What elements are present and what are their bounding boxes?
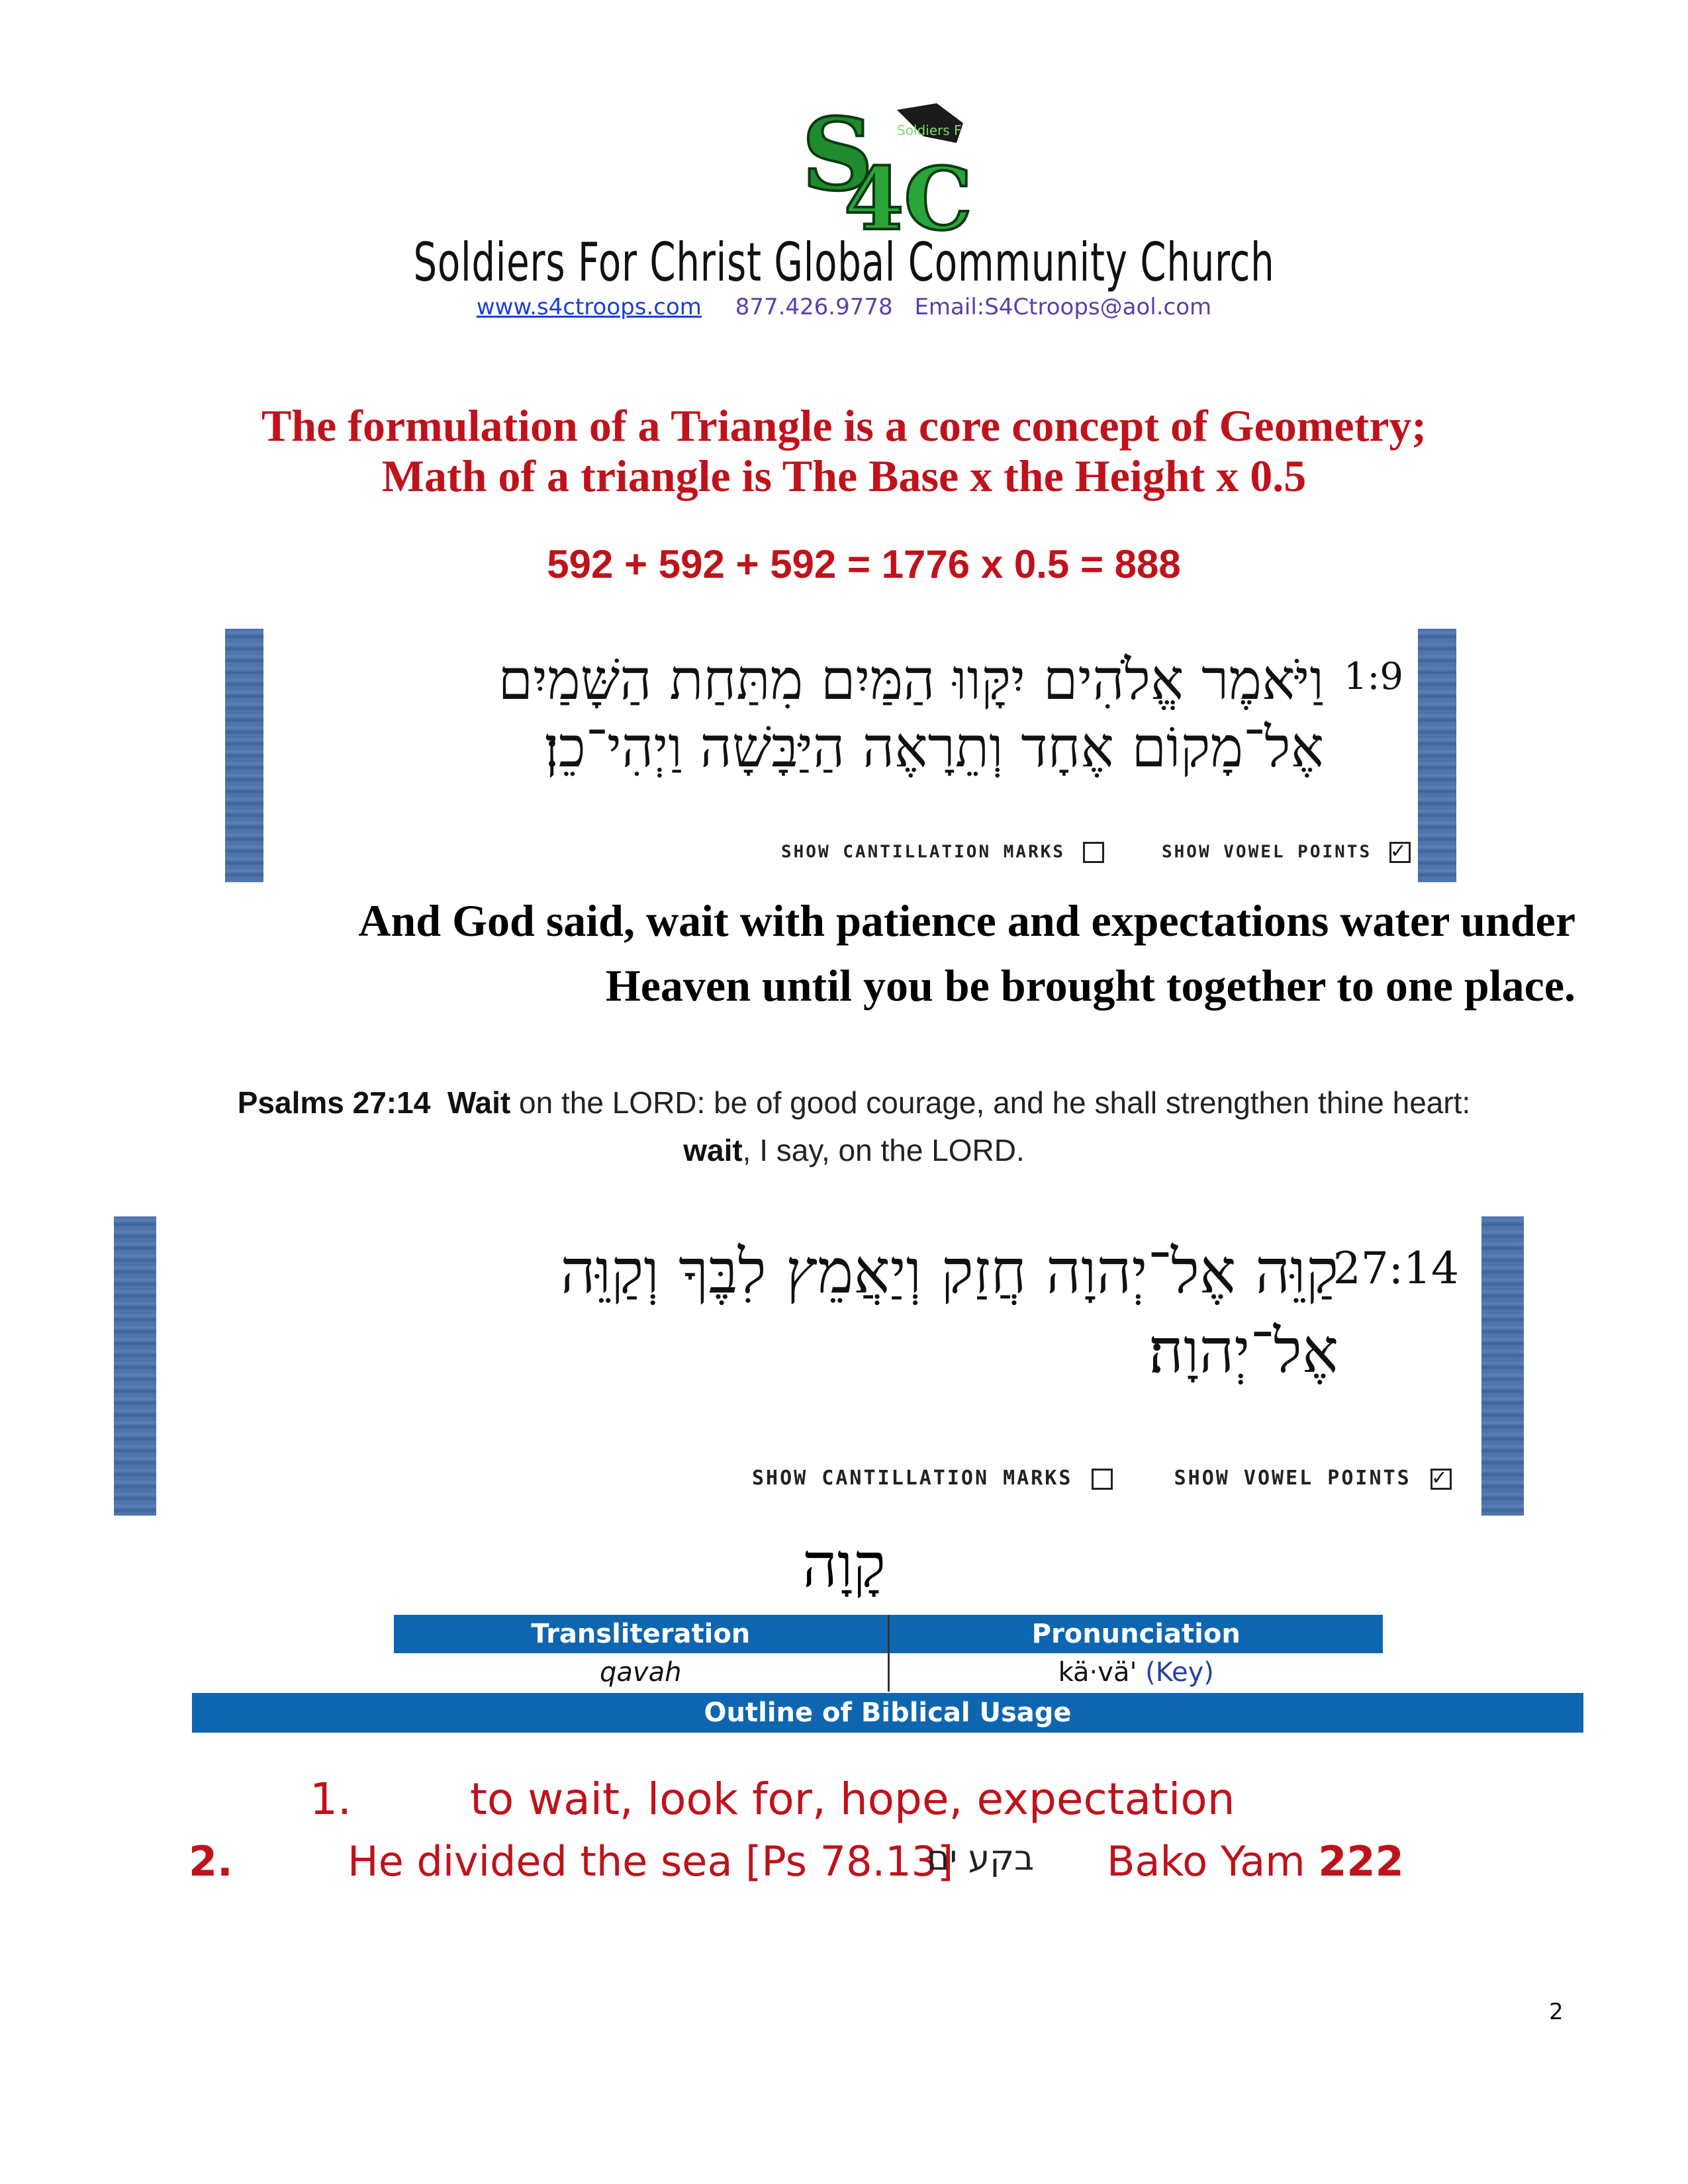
verse-number: 1:9 bbox=[1343, 655, 1403, 698]
display-options bbox=[781, 842, 1411, 863]
psalm-quote bbox=[165, 1079, 1542, 1174]
page-number: 2 bbox=[1549, 1999, 1564, 2025]
svg-text:Soldiers F: Soldiers F bbox=[897, 122, 962, 138]
phone-number: 877.426.9778 bbox=[735, 294, 893, 320]
list-item-2-tail bbox=[1107, 1837, 1404, 1886]
headline-line-1: The formulation of a Triangle is a core concept of Geometry; bbox=[261, 400, 1427, 451]
vowel-points-checkbox[interactable] bbox=[1430, 1469, 1452, 1490]
hebrew-verse-panel-1 bbox=[225, 629, 1456, 882]
headline-line-2: Math of a triangle is The Base x the Height x 0.5 bbox=[381, 451, 1307, 501]
show-vowels-label: SHOW VOWEL POINTS bbox=[1162, 842, 1372, 862]
hebrew-line-2: אֶל־יְהוָה׃ bbox=[1149, 1316, 1338, 1387]
psalm-text-2: , I say, on the LORD. bbox=[742, 1133, 1025, 1167]
pronunciation-header: Pronunciation bbox=[888, 1615, 1383, 1653]
pronunciation-key-link[interactable]: (Key) bbox=[1145, 1657, 1214, 1688]
cantillation-checkbox[interactable] bbox=[1092, 1469, 1113, 1490]
church-name: Soldiers For Christ Global Community Church bbox=[413, 232, 1275, 293]
email-address: Email:S4Ctroops@aol.com bbox=[914, 294, 1212, 320]
psalm-text-1: on the LORD: be of good courage, and he shall strengthen thine heart: bbox=[510, 1085, 1471, 1120]
list-item-2-translit: Bako Yam bbox=[1107, 1837, 1319, 1886]
psalm-word-wait: Wait bbox=[447, 1085, 511, 1120]
translation-line-1: And God said, wait with patience and expectations water under bbox=[358, 895, 1575, 946]
hebrew-line-1: וַיֹּאמֶר אֱלֹהִים יִקָּווּ הַמַּיִם מִתַּחַת הַשָּׁמַיִם bbox=[498, 647, 1324, 712]
verse-number: 27:14 bbox=[1333, 1243, 1459, 1294]
show-cantillation-label: SHOW CANTILLATION MARKS bbox=[781, 842, 1066, 862]
list-item-1-number: 1. bbox=[310, 1774, 352, 1825]
panel-border-left bbox=[114, 1216, 156, 1516]
translation-line-2: Heaven until you be brought together to one place. bbox=[605, 960, 1575, 1011]
svg-text:S: S bbox=[802, 97, 874, 213]
svg-text:4C: 4C bbox=[844, 148, 970, 236]
church-logo bbox=[798, 97, 970, 236]
psalm-reference: Psalms 27:14 bbox=[237, 1085, 431, 1120]
panel-border-left bbox=[225, 629, 263, 882]
vowel-points-checkbox[interactable] bbox=[1389, 842, 1411, 863]
lexicon-table bbox=[394, 1615, 1383, 1692]
list-item-2-value: 222 bbox=[1318, 1837, 1404, 1886]
pronunciation-value: kä·vä' bbox=[1058, 1657, 1137, 1688]
website-link[interactable]: www.s4ctroops.com bbox=[476, 294, 702, 320]
contact-line bbox=[0, 294, 1688, 320]
hebrew-line-2: אֶל־מָקוֹם אֶחָד וְתֵרָאֶה הַיַּבָּשָׁה וַיְהִי־כֵן׃ bbox=[544, 715, 1324, 780]
transliteration-value: qavah bbox=[600, 1657, 682, 1688]
hebrew-verse-panel-2 bbox=[114, 1216, 1524, 1516]
outline-usage-header: Outline of Biblical Usage bbox=[192, 1693, 1583, 1733]
triangle-equation: 592 + 592 + 592 = 1776 x 0.5 = 888 bbox=[547, 542, 1181, 586]
display-options bbox=[752, 1467, 1452, 1490]
list-item-2-text: He divided the sea [Ps 78.13] bbox=[348, 1837, 954, 1886]
panel-border-right bbox=[1418, 629, 1456, 882]
show-vowels-label: SHOW VOWEL POINTS bbox=[1174, 1467, 1411, 1490]
psalm-word-wait-2: wait bbox=[683, 1133, 743, 1167]
panel-border-right bbox=[1481, 1216, 1524, 1516]
list-item-2-hebrew: בקע ים bbox=[927, 1839, 1035, 1878]
list-item-1-text: to wait, look for, hope, expectation bbox=[470, 1774, 1235, 1825]
s4c-logo-icon bbox=[798, 97, 970, 236]
transliteration-header: Transliteration bbox=[394, 1615, 888, 1653]
list-item-2-number: 2. bbox=[189, 1837, 233, 1886]
cantillation-checkbox[interactable] bbox=[1083, 842, 1104, 863]
show-cantillation-label: SHOW CANTILLATION MARKS bbox=[752, 1467, 1073, 1490]
hebrew-lexicon-word: קָוָה bbox=[802, 1530, 886, 1601]
hebrew-line-1: קַוֵּה אֶל־יְהוָה חֲזַק וְיַאֲמֵץ לִבֶּךָ וְקַוֵּה bbox=[560, 1236, 1338, 1307]
pronunciation-cell bbox=[888, 1653, 1383, 1692]
